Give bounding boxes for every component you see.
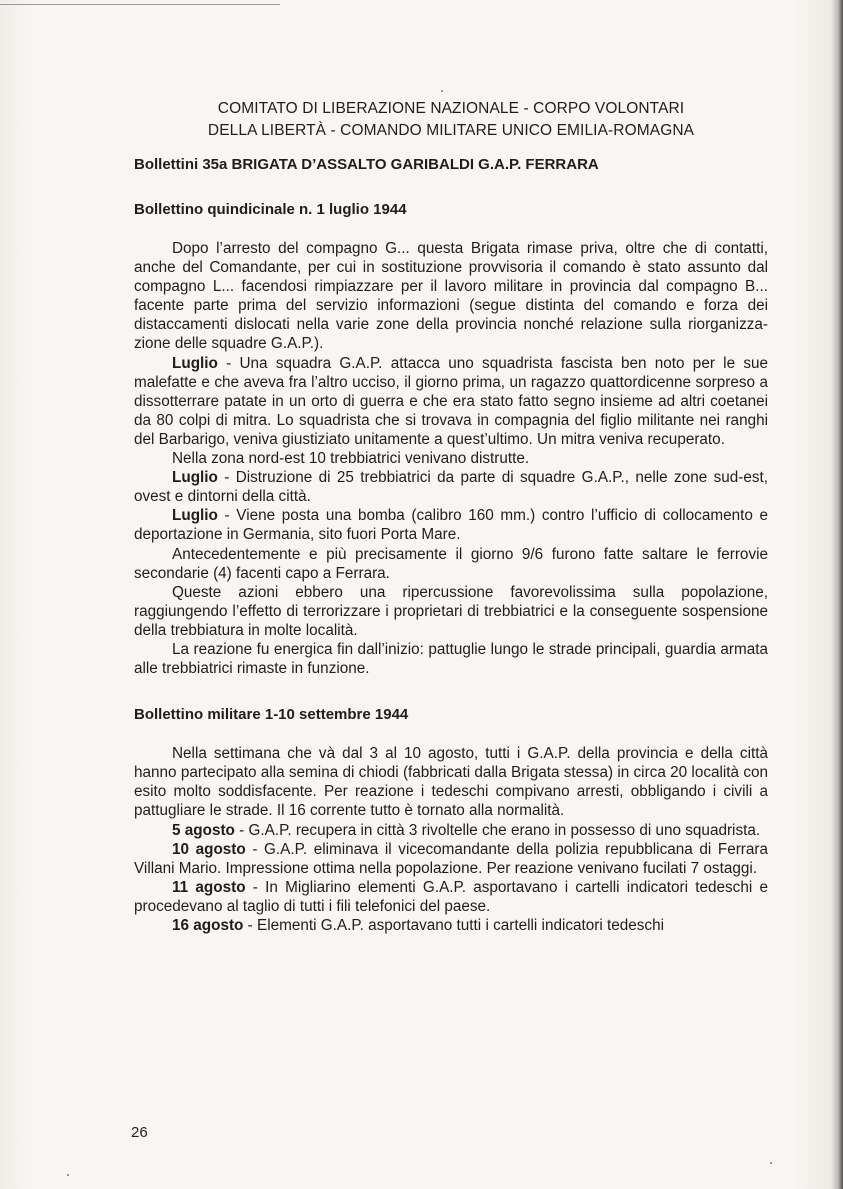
paragraph-text: La reazione fu energica fin dall’inizio: pattuglie lungo le strade principali, guardia armata alle trebbiatrici rimaste in funzione. — [134, 640, 768, 678]
paragraph-text: - Viene posta una bomba (calibro 160 mm.) contro l’ufficio di collocamento e deportazione in Germania, sito fuori Porta Mare. — [134, 507, 768, 544]
paragraph — [134, 840, 768, 878]
paragraph-text: Nella settimana che và dal 3 al 10 agosto, tutti i G.A.P. della provincia e della città hanno partecipato alla semina di chiodi (fabbricati dalla Brigata stessa) in circa 20 località con esito molto soddisfacente. Per reazione i tedeschi compivano arresti, obbligando i civili a pattugliare le strade. Il 16 corrente tutto è tornato alla normalità. — [134, 745, 768, 820]
page-content — [134, 98, 768, 935]
paragraph — [134, 916, 768, 935]
section-heading-2: Bollettino militare 1-10 settembre 1944 — [134, 706, 409, 724]
document-title: Bollettini 35a BRIGATA D’ASSALTO GARIBALDI G.A.P. FERRARA — [134, 156, 599, 173]
paragraph — [134, 821, 768, 840]
paragraph-lead: Luglio — [172, 507, 218, 525]
speck — [770, 1162, 772, 1164]
paragraph-text: - G.A.P. recupera in città 3 rivoltelle che erano in possesso di uno squadrista. — [234, 821, 761, 839]
paragraph — [134, 449, 768, 468]
binding-shadow — [831, 0, 843, 1189]
top-rule — [0, 4, 280, 5]
paragraph — [134, 239, 768, 354]
paragraph-lead: 16 agosto — [172, 917, 244, 934]
paragraph-text: - Una squadra G.A.P. attacca uno squadrista fascista ben noto per le sue malefatte e che aveva fra l’altro ucciso, il giorno prima, un ragazzo quattordicenne sorpreso a dissotterrare patate in un orto di guerra e che era stato fatto segno insieme ad altri coetanei da 80 colpi di mitra. Lo squadrista che si trovava in compagnia del figlio militante nei ranghi del Barbarigo, veniva giustiziato unitamente a quest’ultimo. Un mitra veniva recuperato. — [134, 354, 768, 448]
paragraph — [134, 468, 768, 506]
header-line-2: DELLA LIBERTÀ - COMANDO MILITARE UNICO EMILIA-ROMAGNA — [207, 122, 695, 139]
paragraph-lead: Luglio — [172, 469, 218, 487]
paragraph-text: Nella zona nord-est 10 trebbiatrici venivano distrutte. — [172, 450, 530, 468]
paragraph — [134, 583, 768, 640]
speck — [67, 1174, 69, 1176]
paragraph-text: - Elementi G.A.P. asportavano tutti i cartelli indicatori tedeschi — [243, 917, 664, 934]
paragraph-text: - Distruzione di 25 trebbiatrici da parte di squadre G.A.P., nelle zone sud-est, ovest e dintorni della città. — [134, 469, 768, 506]
speck — [441, 90, 443, 92]
paragraph-text: - In Migliarino elementi G.A.P. asportavano i cartelli indicatori tedeschi e procedevano al taglio di tutti i fili telefonici del paese. — [134, 878, 768, 915]
paragraph-lead: 5 agosto — [172, 821, 235, 839]
paragraph — [134, 506, 768, 544]
header-line-1: COMITATO DI LIBERAZIONE NAZIONALE - CORPO VOLONTARI — [217, 100, 685, 117]
paragraph-text: Antecedentemente e più precisamente il giorno 9/6 furono fatte saltare le ferrovie secondarie (4) facenti capo a Ferrara. — [134, 545, 768, 582]
paragraph-text: Dopo l’arresto del compagno G... questa Brigata rimase priva, oltre che di contatti, anche del Comandante, per cui in sostituzione provvisoria il comando è stato assunto dal compagno L... facendosi rimpiazzare per il lavoro militare in provincia dal compagno B... facente parte prima del servizio informazioni (segue distinta del comando e forza dei distaccamenti dislocati nella varie zone della provincia nonché relazione sulla riorganizzazione delle squadre G.A.P.). — [134, 240, 768, 353]
page-number: 26 — [131, 1124, 148, 1141]
section-body-1 — [134, 239, 768, 678]
paragraph-text: Queste azioni ebbero una ripercussione favorevolissima sulla popolazione, raggiungendo l’effetto di terrorizzare i proprietari di trebbiatrici e la conseguente sospensione della trebbiatura in molte località. — [134, 583, 768, 639]
paragraph — [134, 545, 768, 583]
paragraph — [134, 354, 768, 449]
paragraph — [134, 878, 768, 916]
paragraph — [134, 640, 768, 678]
paragraph-lead: 10 agosto — [172, 840, 246, 858]
paragraph — [134, 744, 768, 820]
paragraph-lead: Luglio — [172, 354, 218, 372]
paragraph-lead: 11 agosto — [172, 878, 246, 896]
document-header — [134, 98, 768, 142]
paragraph-text: - G.A.P. eliminava il vicecomandante della polizia repubblicana di Ferrara Villani Mario. Impressione ottima nella popolazione. Per reazione venivano fucilati 7 ostaggi. — [134, 840, 768, 877]
section-body-2 — [134, 744, 768, 935]
section-heading-1: Bollettino quindicinale n. 1 luglio 1944 — [134, 201, 407, 218]
